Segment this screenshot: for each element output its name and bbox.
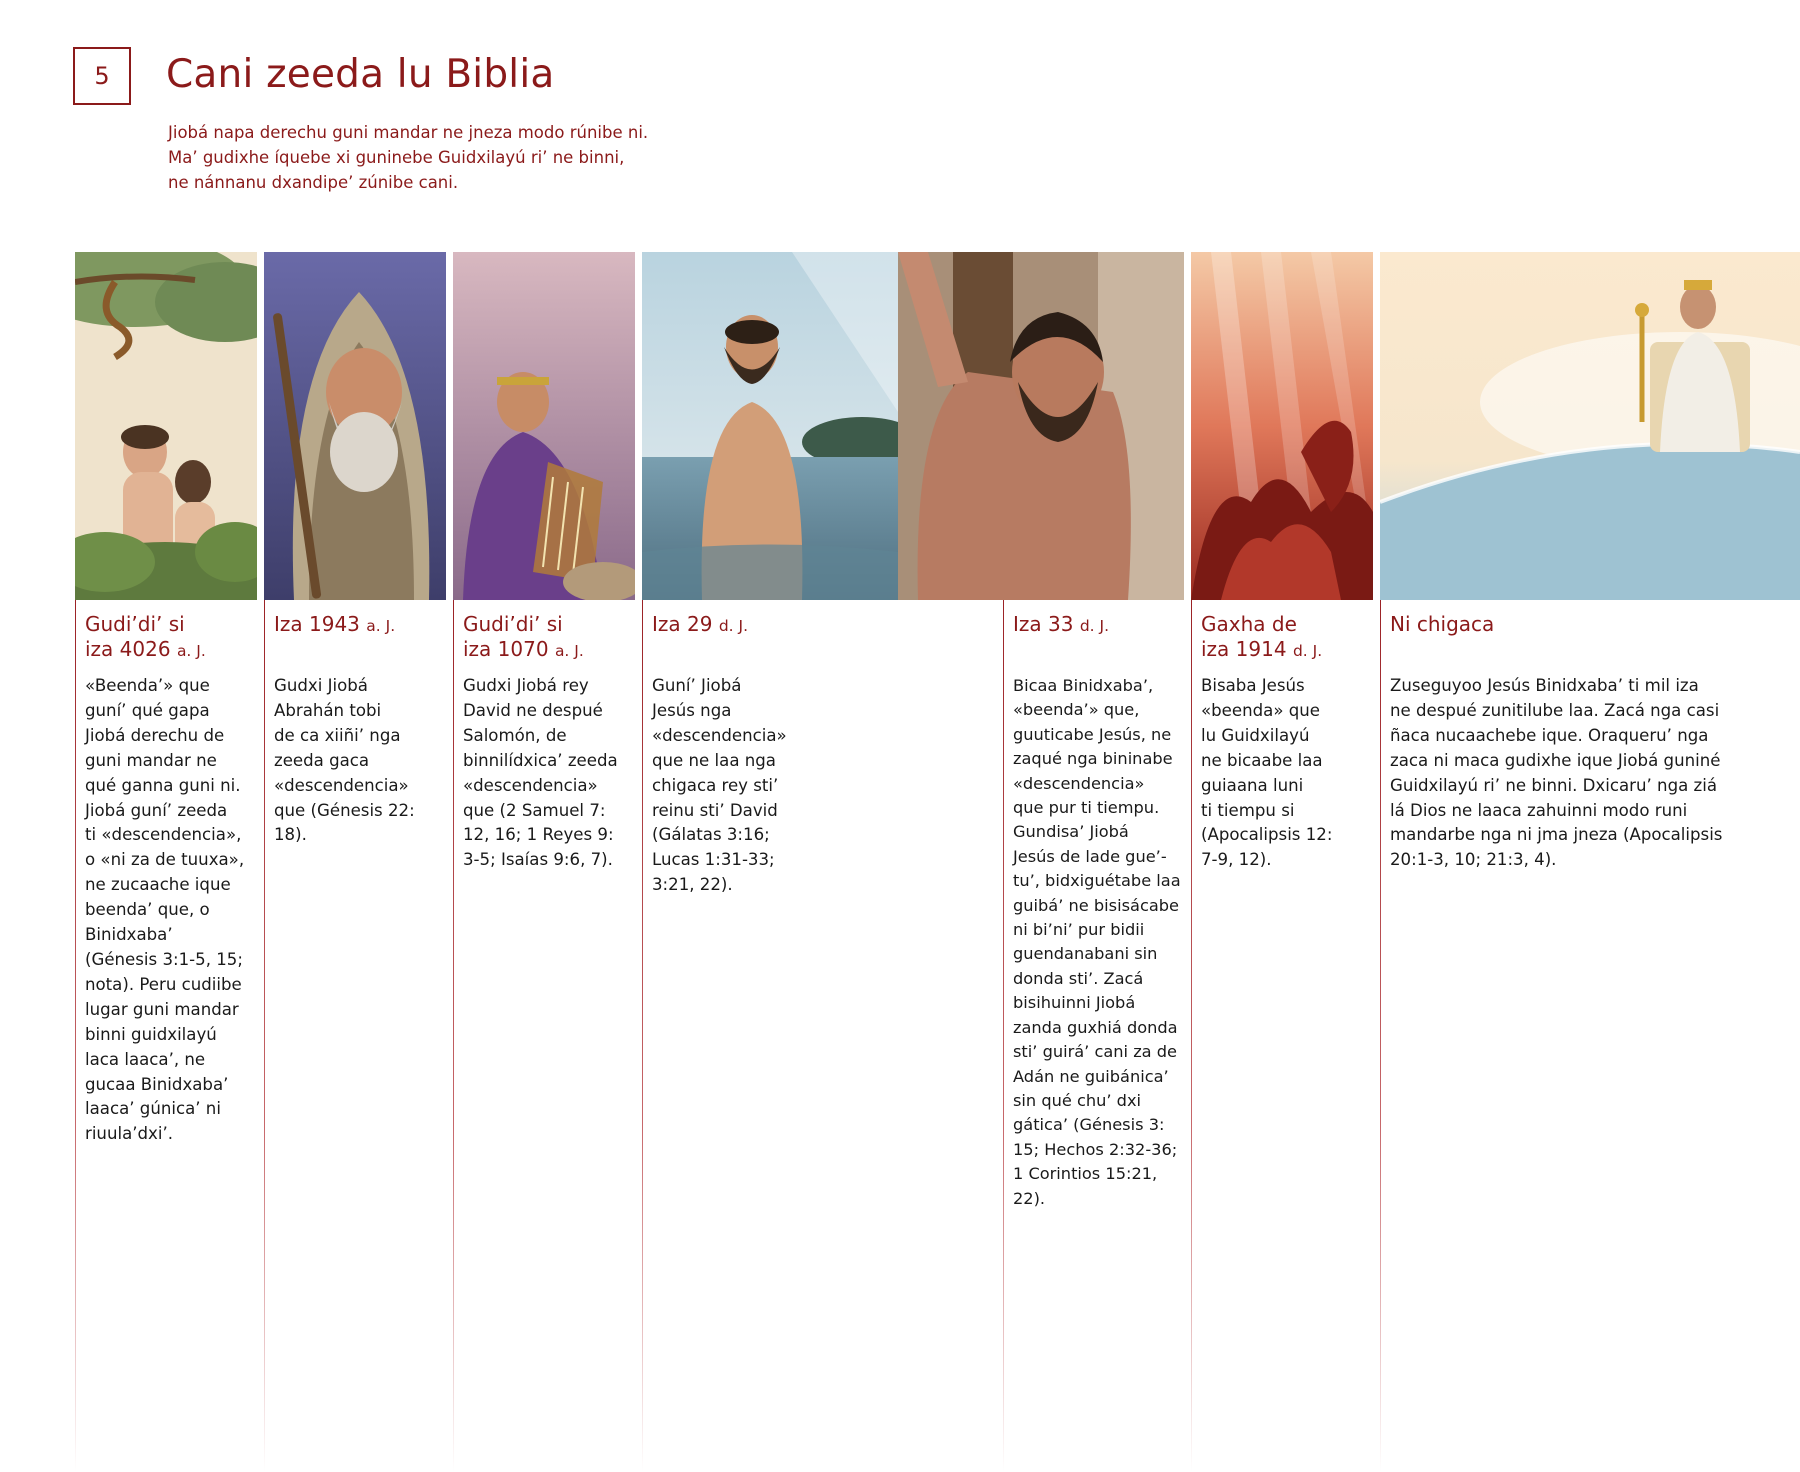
baptism-icon (642, 252, 898, 600)
era-description: Gudxi Jiobá rey David ne despué Salomón, de binnilídxica’ zeeda «descendencia» que (2 Samuel 7: 12, 16; 1 Reyes 9: 3-5; Isaías 9:6, 7). (463, 676, 618, 870)
era-suffix: a. J. (554, 642, 584, 660)
timeline-col-david (453, 252, 635, 870)
era-heading-line: Gudi’di’ si (463, 612, 563, 636)
era-description: Bicaa Binidxaba’, «beenda’» que, guuticabe Jesús, ne zaqué nga bininabe «descendencia» que pur ti tiempu. Gundisa’ Jiobá Jesús de lade gue’- tu’, bidxiguétabe laa guibá’ ne bisisácabe ni bi’ni’ pur bidii guendanabani sin donda sti’. Zacá bisihuinni Jiobá zanda guxhiá donda sti’ guirá’ cani za de Adán ne guibánica’ sin qué chu’ dxi gática’ (Génesis 3: 15; Hechos 2:32-36; 1 Corintios 15:21, 22). (1013, 676, 1181, 1208)
stake-icon (898, 252, 1184, 600)
timeline-col-stake-art (898, 252, 1184, 600)
era-year: iza 1070 (463, 637, 549, 661)
era-heading-line: Gaxha de (1201, 612, 1297, 636)
era-suffix: d. J. (1079, 617, 1110, 635)
lesson-number-box (73, 47, 131, 105)
throne-icon (1380, 252, 1800, 600)
era-suffix: a. J. (176, 642, 206, 660)
intro-line: Jiobá napa derechu guni mandar ne jneza modo rúnibe ni. (168, 123, 649, 142)
era-suffix: a. J. (366, 617, 396, 635)
era-year: Iza 1943 (274, 612, 360, 636)
column-rule (1380, 600, 1381, 1472)
serpent-tree-icon (75, 252, 257, 600)
timeline-col-future (1380, 252, 1800, 870)
page-title: Cani zeeda lu Biblia (166, 52, 555, 97)
timeline-col-1914 (1191, 252, 1373, 870)
era-heading (274, 612, 395, 639)
era-suffix: d. J. (1292, 642, 1323, 660)
era-year: iza 4026 (85, 637, 171, 661)
intro-line: Ma’ gudixhe íquebe xi guninebe Guidxilayú ri’ ne binni, (168, 148, 625, 167)
era-heading-line: Ni chigaca (1390, 612, 1495, 636)
column-rule (75, 600, 76, 1472)
heaven-battle-icon (1191, 252, 1373, 600)
era-suffix: d. J. (718, 617, 749, 635)
era-heading (463, 612, 584, 664)
era-heading (85, 612, 206, 664)
era-description: Gudxi Jiobá Abrahán tobi de ca xiiñi’ nga zeeda gaca «descendencia» que (Génesis 22: 18). (274, 676, 415, 845)
intro-line: ne nánnanu dxandipe’ zúnibe cani. (168, 173, 459, 192)
timeline-col-eden (75, 252, 257, 1144)
era-description: Bisaba Jesús «beenda» que lu Guidxilayú ne bicaabe laa guiaana luni ti tiempu si (Apocalipsis 12: 7-9, 12). (1201, 676, 1333, 870)
intro-paragraph (168, 120, 808, 195)
era-year: iza 1914 (1201, 637, 1287, 661)
era-heading (1201, 612, 1322, 664)
era-description: Guní’ Jiobá Jesús nga «descendencia» que ne laa nga chigaca rey sti’ reinu sti’ David (Gálatas 3:16; Lucas 1:31-33; 3:21, 22). (652, 676, 787, 895)
timeline-col-abraham (264, 252, 446, 845)
era-description: «Beenda’» que guní’ qué gapa Jiobá derechu de guni mandar ne qué ganna guni ni. Jiobá guní’ zeeda ti «descendencia», o «ni za de tuuxa», ne zucaache ique beenda’ que, o Binidxaba’ (Génesis 3:1-5, 15; nota). Peru cudiibe lugar guni mandar binni guidxilayú laca laaca’, ne gucaa Binidxaba’ laaca’ gúnica’ ni riuula’dxi’. (85, 676, 245, 1144)
era-year: Iza 33 (1013, 612, 1074, 636)
column-rule (264, 600, 265, 1472)
era-heading (1013, 612, 1109, 639)
column-rule (1191, 600, 1192, 1472)
patriarch-icon (264, 252, 446, 600)
era-heading-line: Gudi’di’ si (85, 612, 185, 636)
lesson-number: 5 (94, 62, 110, 90)
column-rule (642, 600, 643, 1472)
era-year: Iza 29 (652, 612, 713, 636)
era-heading (652, 612, 748, 639)
column-rule (453, 600, 454, 1472)
timeline-col-baptism (642, 252, 898, 600)
harp-king-icon (453, 252, 635, 600)
era-heading (1390, 612, 1494, 637)
era-description: Zuseguyoo Jesús Binidxaba’ ti mil iza ne despué zunitilube laa. Zacá nga casi ñaca nucaachebe ique. Oraqueru’ nga zaca ni maca gudixhe ique Jiobá guniné Guidxilayú ri’ ne binni. Dxicaru’ nga ziá lá Dios ne laaca zahuinni modo runi mandarbe nga ni jma jneza (Apocalipsis 20:1-3, 10; 21:3, 4). (1390, 676, 1723, 870)
column-rule (1003, 600, 1004, 1472)
